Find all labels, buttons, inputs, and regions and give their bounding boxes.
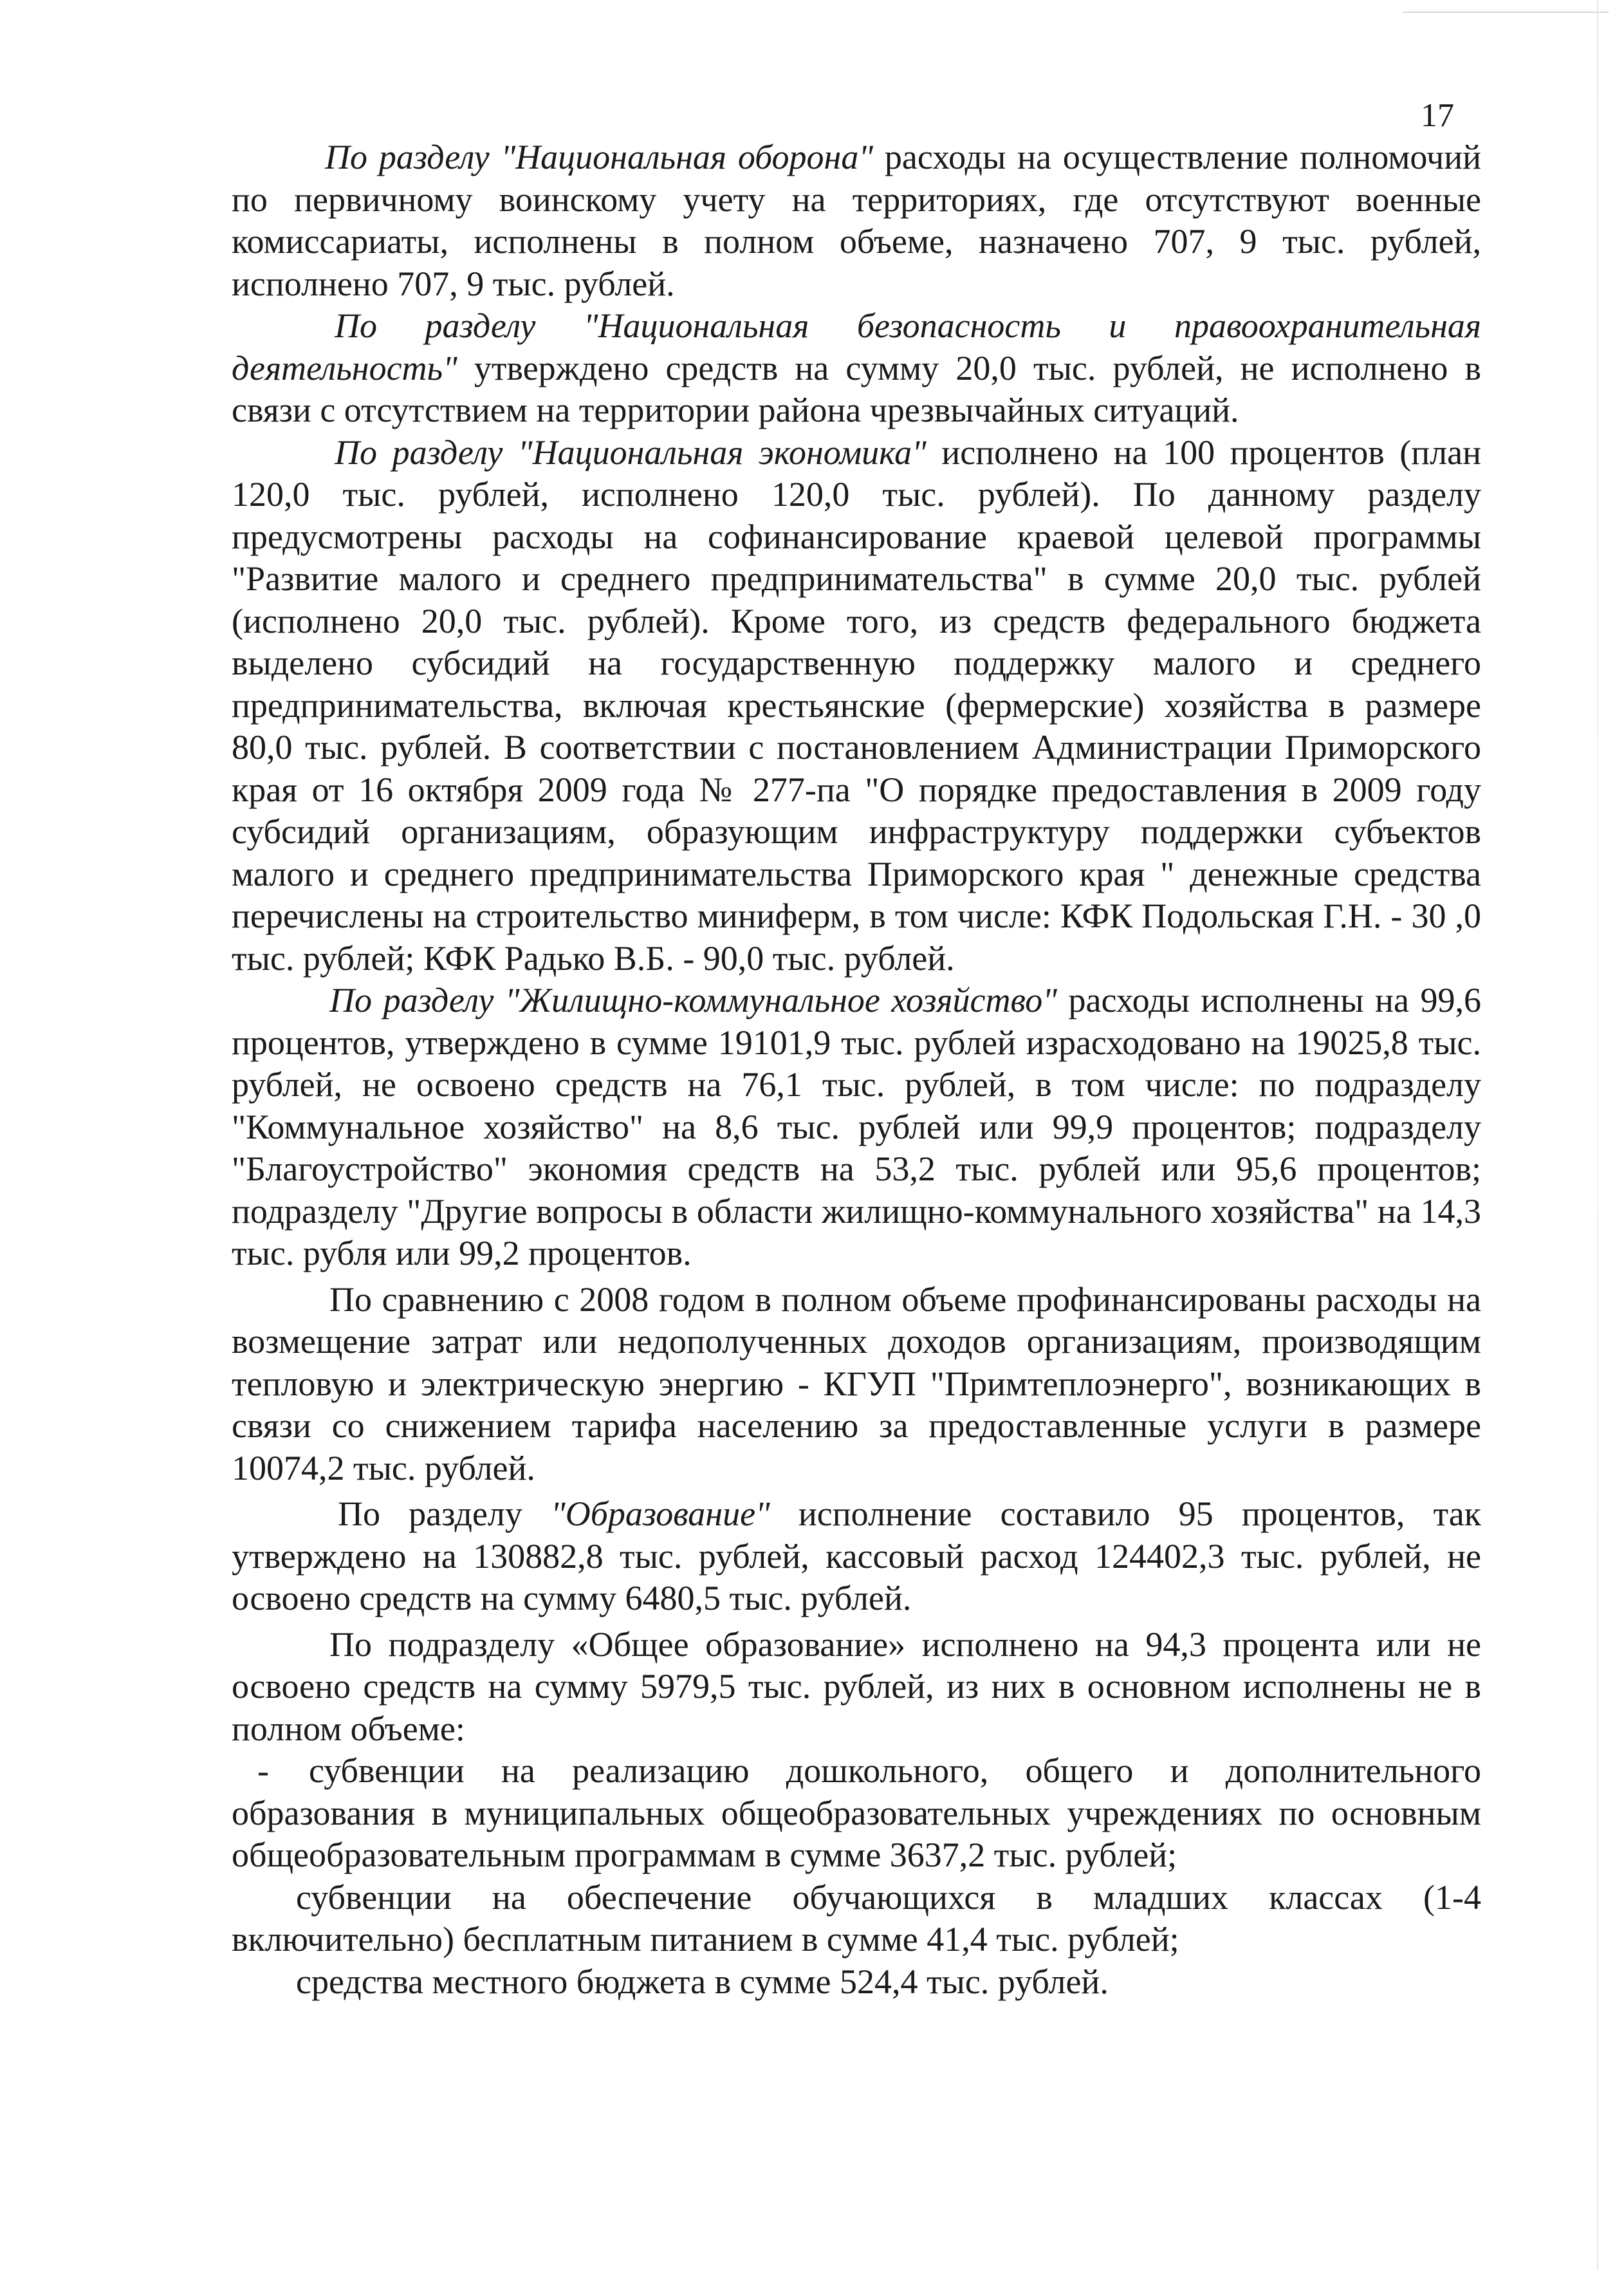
section-title-housing: По разделу "Жилищно-коммунальное хозяйство" bbox=[329, 981, 1057, 1019]
section-title-economy: По разделу "Национальная экономика" bbox=[335, 433, 927, 472]
list-item-text: субвенции на реализацию дошкольного, общего и дополнительного образования в муниципальных общеобразовательных учреждениях по основным общеобразовательным программам в сумме 3637,2 тыс. рублей; bbox=[232, 1751, 1481, 1874]
scan-artifact-top bbox=[1403, 12, 1609, 13]
list-item: субвенции на обеспечение обучающихся в младших классах (1-4 включительно) бесплатным питанием в сумме 41,4 тыс. рублей; bbox=[232, 1877, 1481, 1958]
paragraph-housing bbox=[232, 980, 1481, 1275]
list-item bbox=[232, 1750, 1481, 1877]
list-item: средства местного бюджета в сумме 524,4 тыс. рублей. bbox=[296, 1962, 1109, 2001]
paragraph-economy-text: исполнено на 100 процентов (план 120,0 тыс. рублей, исполнено 120,0 тыс. рублей). По данному разделу предусмотрены расходы на софинансирование краевой целевой программы "Развитие малого и среднего предпринимательства" в сумме 20,0 тыс. рублей (исполнено 20,0 тыс. рублей). Кроме того, из средств федерального бюджета выделено субсидий на государственную поддержку малого и среднего предпринимательства, включая крестьянские (фермерские) хозяйства в размере 80,0 тыс. рублей. В соответствии с постановлением Администрации Приморского края от 16 октября 2009 года № 277-па "О порядке предоставления в 2009 году субсидий организациям, образующим инфраструктуру поддержки субъектов малого и среднего предпринимательства Приморского края " денежные средства перечислены на строительство миниферм, в том числе: КФК Подольская Г.Н. - 30 ,0 тыс. рублей; КФК Радько В.Б. - 90,0 тыс. рублей. bbox=[232, 433, 1481, 978]
paragraph-defense-text: расходы на осуществление полномочий по первичному воинскому учету на территориях, где отсутствуют военные комиссариаты, исполнены в полном объеме, назначено 707, 9 тыс. рублей, исполнено 707, 9 тыс. рублей. bbox=[232, 138, 1481, 303]
paragraph-education-prefix: По разделу bbox=[338, 1494, 551, 1533]
page-number: 17 bbox=[1421, 97, 1454, 134]
paragraph-economy bbox=[232, 432, 1481, 980]
paragraph-general-education: По подразделу «Общее образование» исполнено на 94,3 процента или не освоено средств на сумму 5979,5 тыс. рублей, из них в основном исполнены не в полном объеме: bbox=[232, 1624, 1481, 1748]
paragraph-education bbox=[232, 1493, 1481, 1620]
paragraph-security bbox=[232, 305, 1481, 432]
paragraph-security-text: утверждено средств на сумму 20,0 тыс. рублей, не исполнено в связи с отсутствием на территории района чрезвычайных ситуаций. bbox=[232, 348, 1481, 429]
section-title-security: По разделу "Национальная безопасность и правоохранительная деятельность" bbox=[232, 306, 1481, 387]
scan-artifact-edge bbox=[1597, 0, 1598, 2270]
paragraph-defense bbox=[232, 136, 1481, 305]
section-title-defense: По разделу "Национальная оборона" bbox=[325, 138, 874, 176]
list-item-marker: - bbox=[257, 1751, 269, 1790]
paragraph-education-text: исполнение составило 95 процентов, так утверждено на 130882,8 тыс. рублей, кассовый расход 124402,3 тыс. рублей, не освоено средств на сумму 6480,5 тыс. рублей. bbox=[232, 1494, 1481, 1617]
paragraph-comparison: По сравнению с 2008 годом в полном объеме профинансированы расходы на возмещение затрат или недополученных доходов организациям, производящим тепловую и электрическую энергию - КГУП "Примтеплоэнерго", возникающих в связи со снижением тарифа населению за предоставленные услуги в размере 10074,2 тыс. рублей. bbox=[232, 1279, 1481, 1487]
section-title-education: "Образование" bbox=[551, 1494, 770, 1533]
body-text bbox=[232, 136, 1481, 2003]
paragraph-housing-text: расходы исполнены на 99,6 процентов, утверждено в сумме 19101,9 тыс. рублей израсходовано на 19025,8 тыс. рублей, не освоено средств на 76,1 тыс. рублей, в том числе: по подразделу "Коммунальное хозяйство" на 8,6 тыс. рублей или 99,9 процентов; подразделу "Благоустройство" экономия средств на 53,2 тыс. рублей или 95,6 процентов; подразделу "Другие вопросы в области жилищно-коммунального хозяйства" на 14,3 тыс. рубля или 99,2 процентов. bbox=[232, 981, 1482, 1272]
